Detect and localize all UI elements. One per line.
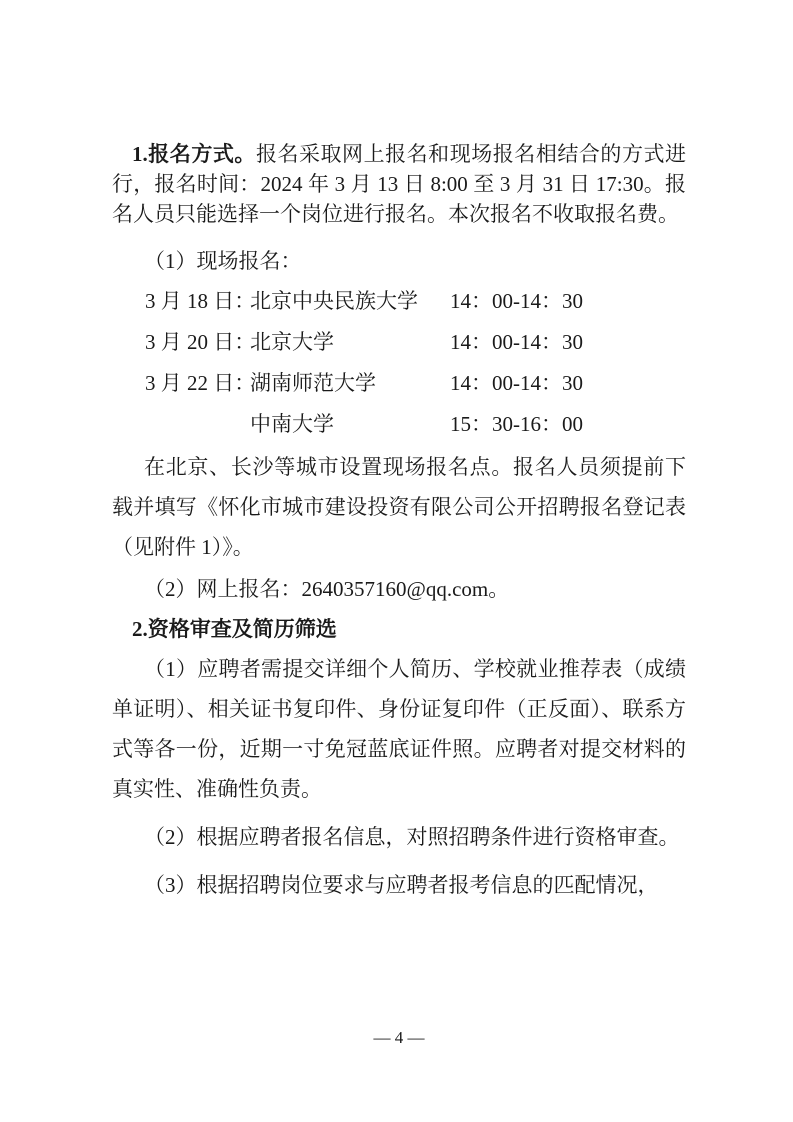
schedule-date: 3 月 20 日： xyxy=(145,330,256,354)
page-number: — 4 — xyxy=(373,1028,425,1047)
online-registration-email: 2640357160@qq.com xyxy=(301,577,489,601)
schedule-location: 湖南师范大学 xyxy=(250,371,376,395)
schedule-row xyxy=(112,404,686,445)
section1-heading-body: 报名采取网上报名和现场报名相结合的方式进行，报名时间：2024 年 3 月 13 日 8:00 至 3 月 31 日 17:30。报名人员只能选择一个岗位进行报名。本次报名不收取报名费。 xyxy=(112,142,687,226)
schedule-time: 14：00-14：30 xyxy=(450,289,583,313)
section1-heading-paragraph xyxy=(112,139,686,229)
onsite-registration-label: （1）现场报名： xyxy=(144,249,302,273)
schedule-date: 3 月 18 日： xyxy=(145,289,256,313)
online-registration-paragraph xyxy=(112,569,686,609)
online-registration-suffix: 。 xyxy=(488,577,510,601)
schedule-location: 北京中央民族大学 xyxy=(250,289,418,313)
section2-item2-paragraph: （2）根据应聘者报名信息，对照招聘条件进行资格审查。 xyxy=(144,825,680,849)
section2-item3-paragraph: （3）根据招聘岗位要求与应聘者报考信息的匹配情况， xyxy=(144,873,659,897)
schedule-row xyxy=(112,363,686,404)
schedule-location: 北京大学 xyxy=(250,330,334,354)
schedule-row xyxy=(112,281,686,322)
schedule-time: 14：00-14：30 xyxy=(450,330,583,354)
schedule-row xyxy=(112,322,686,363)
schedule-time: 14：00-14：30 xyxy=(450,371,583,395)
section2-heading: 2.资格审查及简历筛选 xyxy=(132,617,337,641)
online-registration-label: （2）网上报名： xyxy=(144,577,302,601)
section1-heading-label: 1.报名方式。 xyxy=(132,142,256,166)
schedule-location: 中南大学 xyxy=(250,412,334,436)
schedule-date xyxy=(145,404,250,445)
section2-item1-paragraph: （1）应聘者需提交详细个人简历、学校就业推荐表（成绩单证明）、相关证书复印件、身份证复印件（正反面）、联系方式等各一份，近期一寸免冠蓝底证件照。应聘者对提交材料的真实性、准确性负责。 xyxy=(112,657,686,801)
schedule-time: 15：30-16：00 xyxy=(450,412,583,436)
onsite-note-paragraph: 在北京、长沙等城市设置现场报名点。报名人员须提前下载并填写《怀化市城市建设投资有限公司公开招聘报名登记表（见附件 1）》。 xyxy=(112,455,686,559)
schedule-date: 3 月 22 日： xyxy=(145,371,256,395)
